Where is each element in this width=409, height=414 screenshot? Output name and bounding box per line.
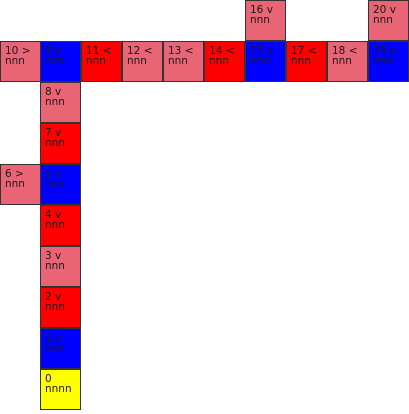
cell-label: 4 v xyxy=(45,209,62,221)
cell-8 xyxy=(40,82,81,123)
cell-5 xyxy=(40,164,81,205)
cell-14 xyxy=(204,41,245,82)
cell-2 xyxy=(40,287,81,328)
cell-label: 16 v xyxy=(250,4,273,16)
cell-tag: nnn xyxy=(45,301,65,313)
cell-tag: nnn xyxy=(45,342,65,354)
cell-3 xyxy=(40,246,81,287)
cell-4 xyxy=(40,205,81,246)
cell-tag: nnn xyxy=(45,137,65,149)
cell-11 xyxy=(81,41,122,82)
cell-label: 5 v xyxy=(45,168,62,180)
cell-16 xyxy=(245,0,286,41)
cell-label: 13 < xyxy=(168,45,194,57)
cell-label: 15 v xyxy=(250,45,273,57)
cell-1 xyxy=(40,328,81,369)
cell-tag: nnn xyxy=(45,55,65,67)
cell-label: 14 < xyxy=(209,45,235,57)
cell-6 xyxy=(0,164,41,205)
cell-0 xyxy=(40,369,81,410)
cell-tag: nnn xyxy=(45,219,65,231)
cell-15 xyxy=(245,41,286,82)
cell-label: 10 > xyxy=(5,45,31,57)
cell-13 xyxy=(163,41,204,82)
cell-label: 6 > xyxy=(5,168,24,180)
cell-tag: nnn xyxy=(127,55,147,67)
cell-tag: nnn xyxy=(45,178,65,190)
cell-label: 1 v xyxy=(45,332,62,344)
cell-label: 20 v xyxy=(373,4,396,16)
cell-tag: nnn xyxy=(373,14,393,26)
cell-label: 0 xyxy=(45,373,52,385)
cell-label: 11 < xyxy=(86,45,112,57)
cell-tag: nnn xyxy=(373,55,393,67)
cell-12 xyxy=(122,41,163,82)
cell-label: 18 < xyxy=(332,45,358,57)
cell-17 xyxy=(286,41,327,82)
cell-tag: nnn xyxy=(45,260,65,272)
cell-label: 2 v xyxy=(45,291,62,303)
cell-tag: nnn xyxy=(5,55,25,67)
cell-label: 3 v xyxy=(45,250,62,262)
cell-label: 7 v xyxy=(45,127,62,139)
cell-18 xyxy=(327,41,368,82)
cell-label: 19 v xyxy=(373,45,396,57)
cell-tag: nnn xyxy=(291,55,311,67)
cell-9 xyxy=(40,41,81,82)
cell-tag: nnn xyxy=(332,55,352,67)
cell-tag: nnn xyxy=(168,55,188,67)
cell-tag: nnn xyxy=(250,55,270,67)
cell-tag: nnn xyxy=(86,55,106,67)
cell-tag: nnn xyxy=(250,14,270,26)
cell-label: 8 v xyxy=(45,86,62,98)
cell-tag: nnn xyxy=(5,178,25,190)
cell-19 xyxy=(368,41,409,82)
cell-7 xyxy=(40,123,81,164)
cell-label: 9 v xyxy=(45,45,62,57)
cell-tag: nnn xyxy=(45,96,65,108)
cell-tag: nnn xyxy=(209,55,229,67)
cell-tag: nnnn xyxy=(45,383,72,395)
cell-20 xyxy=(368,0,409,41)
cell-10 xyxy=(0,41,41,82)
cell-label: 12 < xyxy=(127,45,153,57)
cell-label: 17 < xyxy=(291,45,317,57)
